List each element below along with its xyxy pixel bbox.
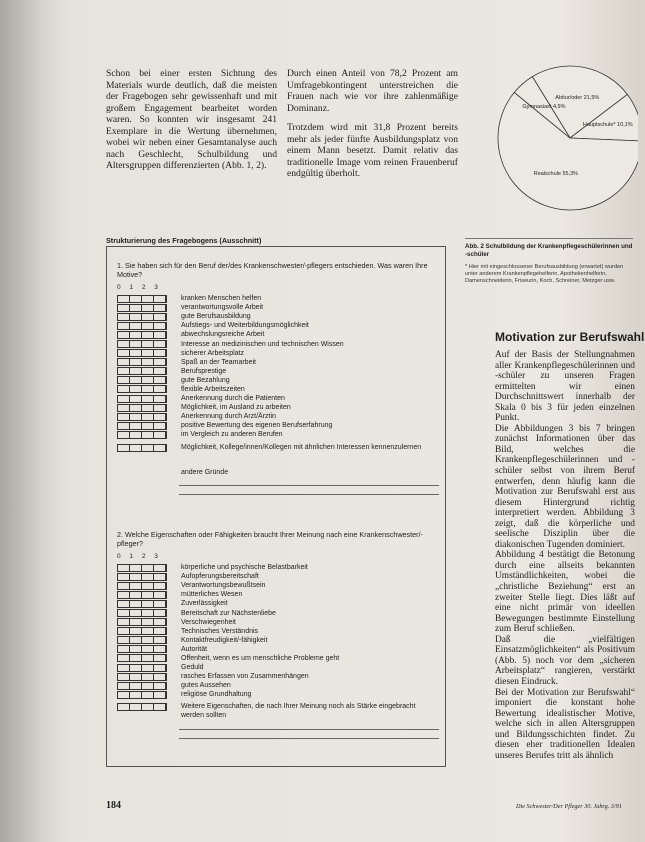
item-label: Weitere Eigenschaften, die nach Ihrer Meinung noch als Stärke eingebracht werden sollten [181, 703, 416, 719]
list-item [117, 681, 439, 690]
rating-checkboxes[interactable] [117, 349, 167, 357]
list-item [117, 430, 439, 439]
list-item [117, 321, 439, 330]
list-item [117, 636, 439, 645]
item-label: Interesse an medizinischen und technischen Wissen [181, 340, 344, 348]
item-label: Verantwortungsbewußtsein [181, 582, 266, 590]
write-in-line[interactable] [179, 477, 439, 486]
item-label: kranken Menschen helfen [181, 295, 262, 303]
item-label: Autorität [181, 645, 208, 653]
questionnaire-box [106, 246, 446, 767]
item-label: positive Bewertung des eigenen Berufserfahrung [181, 422, 333, 430]
list-item [117, 385, 439, 394]
rating-checkboxes[interactable] [117, 413, 167, 421]
list-item [117, 294, 439, 303]
item-label: mütterliches Wesen [181, 591, 243, 599]
item-label: Spaß an der Teamarbeit [181, 358, 256, 366]
item-label: Anerkennung durch die Patienten [181, 395, 285, 403]
pie-slices [498, 66, 638, 210]
list-item [117, 367, 439, 376]
rating-checkboxes[interactable] [117, 627, 167, 635]
paragraph: Bei der Motivation zur Berufswahl“ imponiert die konstant hohe Bewertung idealistischer Motive, welche sich in allen Altersgruppen und Bildungsschichten findet. Zu diesen eher traditionellen Idealen unseres Berufes tritt als ähnlich [495, 687, 635, 761]
list-item [117, 654, 439, 663]
item-label: gute Berufsausbildung [181, 313, 251, 321]
rating-checkboxes[interactable] [117, 385, 167, 393]
item-label: sicherer Arbeitsplatz [181, 349, 245, 357]
question-1: 1. Sie haben sich für den Beruf der/des Krankenschwester/-pflegers entschieden. Was waren Ihre Motive? [117, 261, 428, 279]
rating-checkboxes[interactable] [117, 703, 167, 711]
item-label: Verschwiegenheit [181, 618, 236, 626]
rating-checkboxes[interactable] [117, 618, 167, 626]
rating-checkboxes[interactable] [117, 664, 167, 672]
rating-checkboxes[interactable] [117, 358, 167, 366]
list-item [117, 663, 439, 672]
figure-divider [465, 238, 633, 239]
text-column-3 [495, 350, 635, 761]
rating-checkboxes[interactable] [117, 444, 167, 452]
rating-checkboxes[interactable] [117, 645, 167, 653]
rating-checkboxes[interactable] [117, 636, 167, 644]
list-item [117, 312, 439, 321]
item-label: verantwortungsvolle Arbeit [181, 304, 264, 312]
rating-checkboxes[interactable] [117, 395, 167, 403]
list-item [117, 599, 439, 608]
list-item [117, 590, 439, 599]
paragraph: Die Abbildungen 3 bis 7 bringen zunächst Informationen über das Bild, welches die Krankenpflegeschülerinnen und -schüler selbst von ihrem Beruf entwerfen, denn häufig kann die Motivation zur Berufswahl erst aus diesem Hintergrund richtig interpretiert werden. Abbildung 3 zeigt, daß die körperliche und seelische Disziplin über die diakonischen Tugenden dominiert. [495, 423, 635, 550]
book-spine-shadow [0, 0, 70, 842]
list-item [117, 690, 439, 699]
list-item [117, 672, 439, 681]
item-label: Anerkennung durch Arzt/Ärztin [181, 413, 276, 421]
pie-slice-label: Gymnasiast 4,9% [522, 104, 566, 111]
item-label: Kontaktfreudigkeit/-fähigkeit [181, 636, 268, 644]
list-item [117, 563, 439, 572]
list-item [117, 572, 439, 581]
write-in-line[interactable] [179, 730, 439, 739]
rating-checkboxes[interactable] [117, 682, 167, 690]
list-item [117, 627, 439, 636]
item-label: flexible Arbeitszeiten [181, 385, 245, 393]
item-label: Technisches Verständnis [181, 627, 259, 635]
rating-checkboxes[interactable] [117, 564, 167, 572]
item-label: Zuverlässigkeit [181, 600, 228, 608]
section-heading: Motivation zur Berufswahl [495, 330, 645, 344]
list-item [117, 421, 439, 430]
item-label: Aufopferungsbereitschaft [181, 573, 259, 581]
rating-checkboxes[interactable] [117, 422, 167, 430]
item-label: Bereitschaft zur Nächstenliebe [181, 609, 276, 617]
item-label: Möglichkeit, Kollege/innen/Kollegen mit ähnlichen Interessen kennenzulernen [181, 443, 422, 451]
rating-checkboxes[interactable] [117, 609, 167, 617]
item-label: im Vergleich zu anderen Berufen [181, 431, 283, 439]
list-item [117, 330, 439, 339]
list-item [117, 339, 439, 348]
rating-checkboxes[interactable] [117, 295, 167, 303]
pie-slice-label: Abitur/oder 21,5% [555, 95, 600, 102]
item-label: andere Gründe [181, 468, 229, 476]
paragraph: Daß die „vielfältigen Einsatzmöglichkeiten“ als Positivum (Abb. 5) noch vor dem „sicheren Arbeitsplatz“ rangieren, verstärkt diesen Eindruck. [495, 634, 635, 687]
question-2-items [117, 563, 439, 739]
rating-checkboxes[interactable] [117, 431, 167, 439]
rating-checkboxes[interactable] [117, 322, 167, 330]
rating-scale: 0 1 2 3 [117, 553, 162, 560]
item-label: Offenheit, wenn es um menschliche Probleme geht [181, 654, 340, 662]
list-item [117, 645, 439, 654]
pie-chart-school-education [488, 60, 638, 220]
rating-checkboxes[interactable] [117, 367, 167, 375]
rating-checkboxes[interactable] [117, 691, 167, 699]
item-label: gutes Aussehen [181, 682, 231, 690]
item-label: Geduld [181, 664, 204, 672]
rating-checkboxes[interactable] [117, 304, 167, 312]
figure-footnote: * Hier mit eingeschlossener Berufsausbildung (erwartet) wurden unter anderem Krankenpflegehelferin, Apothekenhelferin, Damenschneiderin, Friseurin, Koch, Schreiner, Metzger usw. [465, 264, 624, 284]
form-title: Strukturierung des Fragebogens (Ausschnitt) [106, 236, 262, 245]
rating-checkboxes[interactable] [117, 654, 167, 662]
rating-checkboxes[interactable] [117, 340, 167, 348]
list-item [117, 376, 439, 385]
item-label: gute Bezahlung [181, 376, 230, 384]
rating-checkboxes[interactable] [117, 404, 167, 412]
rating-checkboxes[interactable] [117, 313, 167, 321]
list-item [117, 394, 439, 403]
rating-scale: 0 1 2 3 [117, 284, 162, 291]
paragraph: Auf der Basis der Stellungnahmen aller Krankenpflegeschülerinnen und -schüler zu unseren Fragen ermittelten wir einen Durchschnittswert innerhalb der Skala 0 bis 3 für jeden einzelnen Punkt. [495, 350, 635, 424]
item-label: körperliche und psychische Belastbarkeit [181, 564, 308, 572]
running-footer: Die Schwester/Der Pfleger 30. Jahrg. 3/91 [516, 803, 622, 810]
figure-caption: Abb. 2 Schulbildung der Krankenpflegeschülerinnen und -schüler [465, 243, 633, 258]
list-item [117, 444, 439, 462]
pie-slice-label: Hauptschule* 10,1% [582, 122, 633, 129]
item-label: abwechslungsreiche Arbeit [181, 331, 265, 339]
list-item [117, 618, 439, 627]
write-in-line[interactable] [179, 486, 439, 495]
page-number: 184 [106, 800, 121, 811]
rating-checkboxes[interactable] [117, 573, 167, 581]
question-1-items [117, 294, 439, 495]
item-label: Berufsprestige [181, 367, 227, 375]
item-label: religiöse Grundhaltung [181, 691, 252, 699]
text-column-2 [287, 68, 458, 188]
paragraph: Abbildung 4 bestätigt die Betonung durch eine allseits bekannten Umständlichkeiten, wobei die „christliche Beziehung“ erst an zweiter Stelle liegt. Dies läßt auf eine nicht primär von ideellen Bewegungen bestimmte Einstellung zum Beruf schließen. [495, 550, 635, 635]
write-in-line[interactable] [179, 721, 439, 730]
item-label: rasches Erfassen von Zusammenhängen [181, 673, 309, 681]
list-item [117, 581, 439, 590]
spacer [117, 468, 167, 476]
rating-checkboxes[interactable] [117, 600, 167, 608]
rating-checkboxes[interactable] [117, 673, 167, 681]
list-item [117, 303, 439, 312]
list-item [117, 349, 439, 358]
list-item [117, 358, 439, 367]
list-item [117, 468, 439, 477]
paragraph: Schon bei einer ersten Sichtung des Materials wurde deutlich, daß die meisten der Fragebogen sehr gewissenhaft und mit großem Engagement bearbeitet worden waren. So konnten wir insgesamt 241 Exemplare in die Wertung übernehmen, wobei wir neben einer Gesamtanalyse auch nach Geschlecht, Schulbildung und Altersgruppen differenzierten (Abb. 1, 2). [106, 68, 277, 171]
list-item [117, 703, 439, 721]
question-2: 2. Welche Eigenschaften oder Fähigkeiten braucht Ihrer Meinung nach eine Krankenschwester/-pfleger? [117, 530, 423, 548]
text-column-1 [106, 68, 277, 180]
rating-checkboxes[interactable] [117, 376, 167, 384]
rating-checkboxes[interactable] [117, 582, 167, 590]
item-label: Aufstiegs- und Weiterbildungsmöglichkeit [181, 322, 309, 330]
rating-checkboxes[interactable] [117, 331, 167, 339]
paragraph: Trotzdem wird mit 31,8 Prozent bereits mehr als jeder fünfte Ausbildungsplatz von einem Mann besetzt. Damit relativ das traditionelle Image vom reinen Frauenberuf endgültig überholt. [287, 122, 458, 179]
pie-slice-label: Realschule 55,3% [533, 171, 579, 178]
list-item [117, 608, 439, 617]
paragraph: Durch einen Anteil von 78,2 Prozent am Umfragebkontingent unterstreichen die Frauen nach wie vor ihre zahlenmäßige Dominanz. [287, 68, 458, 114]
item-label: Möglichkeit, im Ausland zu arbeiten [181, 404, 291, 412]
rating-checkboxes[interactable] [117, 591, 167, 599]
list-item [117, 403, 439, 412]
list-item [117, 412, 439, 421]
